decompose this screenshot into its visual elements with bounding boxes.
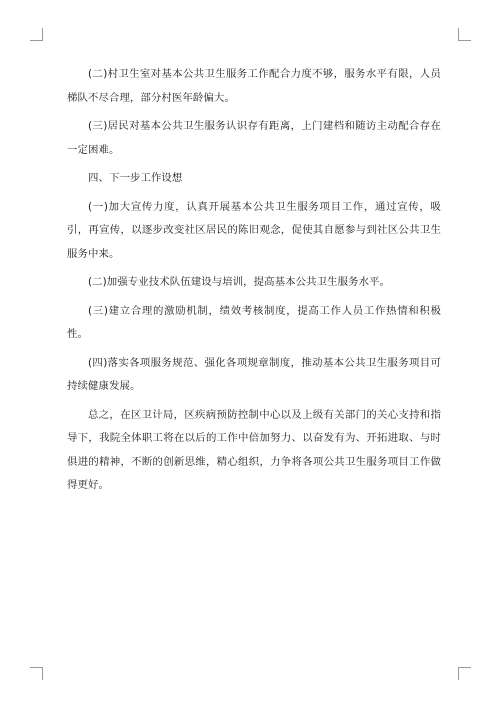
crop-mark-bottom-left: [30, 667, 43, 680]
section-heading-next-steps: 四、下一步工作设想: [88, 172, 183, 184]
document-body: [67, 63, 441, 498]
paragraph-regulations: (四)落实各项服务规范、强化各项规章制度，推动基本公共卫生服务项目可持续健康发展。: [67, 356, 441, 392]
paragraph-village-clinics: (二)村卫生室对基本公共卫生服务工作配合力度不够，服务水平有限，人员梯队不尽合理，部分村医年龄偏大。: [67, 68, 441, 104]
crop-mark-top-left: [30, 28, 43, 41]
paragraph-incentives: (三)建立合理的激励机制，绩效考核制度，提高工作人员工作热情和积极性。: [67, 304, 441, 340]
paragraph-resident-awareness: (三)居民对基本公共卫生服务认识存有距离，上门建档和随访主动配合存在一定困难。: [67, 120, 441, 156]
paragraph-conclusion: 总之，在区卫计局，区疾病预防控制中心以及上级有关部门的关心支持和指导下，我院全体职工将在以后的工作中倍加努力、以奋发有为、开拓进取、与时俱进的精神，不断的创新思维，精心组织，力争将各项公共卫生服务项目工作做得更好。: [67, 408, 441, 491]
paragraph-training: (二)加强专业技术队伍建设与培训，提高基本公共卫生服务水平。: [88, 276, 391, 288]
crop-mark-bottom-right: [458, 667, 471, 680]
crop-mark-top-right: [458, 28, 471, 41]
paragraph-publicity: (一)加大宣传力度，认真开展基本公共卫生服务项目工作，通过宣传，吸引，再宣传，以逐步改变社区居民的陈旧观念，促使其自愿参与到社区公共卫生服务中来。: [67, 200, 441, 260]
